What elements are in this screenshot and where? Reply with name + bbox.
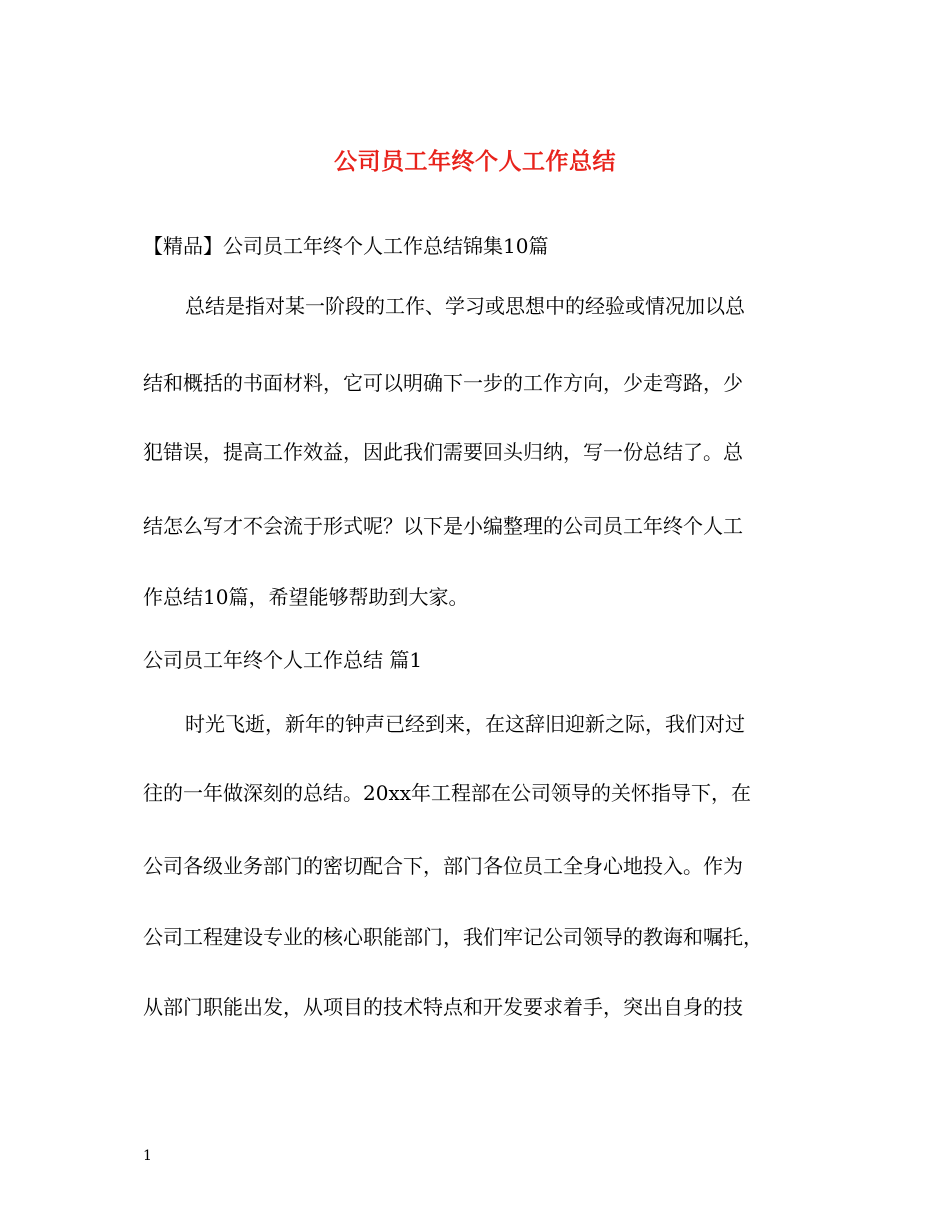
section-line-4: 公司工程建设专业的核心职能部门，我们牢记公司领导的教诲和嘱托， [143,925,763,949]
section-line-5: 从部门职能出发，从项目的技术特点和开发要求着手，突出自身的技 [143,995,743,1019]
section-line-2: 往的一年做深刻的总结。20xx年工程部在公司领导的关怀指导下，在 [143,781,752,805]
intro-line-4: 结怎么写才不会流于形式呢？以下是小编整理的公司员工年终个人工 [143,514,743,538]
section-line-1: 时光飞逝，新年的钟声已经到来，在这辞旧迎新之际，我们对过 [185,712,745,736]
section-line-3: 公司各级业务部门的密切配合下，部门各位员工全身心地投入。作为 [143,854,743,878]
intro-line-5: 作总结10篇，希望能够帮助到大家。 [143,585,469,609]
section-heading: 公司员工年终个人工作总结 篇1 [143,648,423,672]
page-number: 1 [143,1148,152,1164]
intro-line-1: 总结是指对某一阶段的工作、学习或思想中的经验或情况加以总 [185,294,745,318]
document-title: 公司员工年终个人工作总结 [334,148,616,175]
document-subtitle: 【精品】公司员工年终个人工作总结锦集10篇 [143,234,549,258]
intro-line-2: 结和概括的书面材料，它可以明确下一步的工作方向，少走弯路，少 [143,371,743,395]
intro-line-3: 犯错误，提高工作效益，因此我们需要回头归纳，写一份总结了。总 [143,440,743,464]
